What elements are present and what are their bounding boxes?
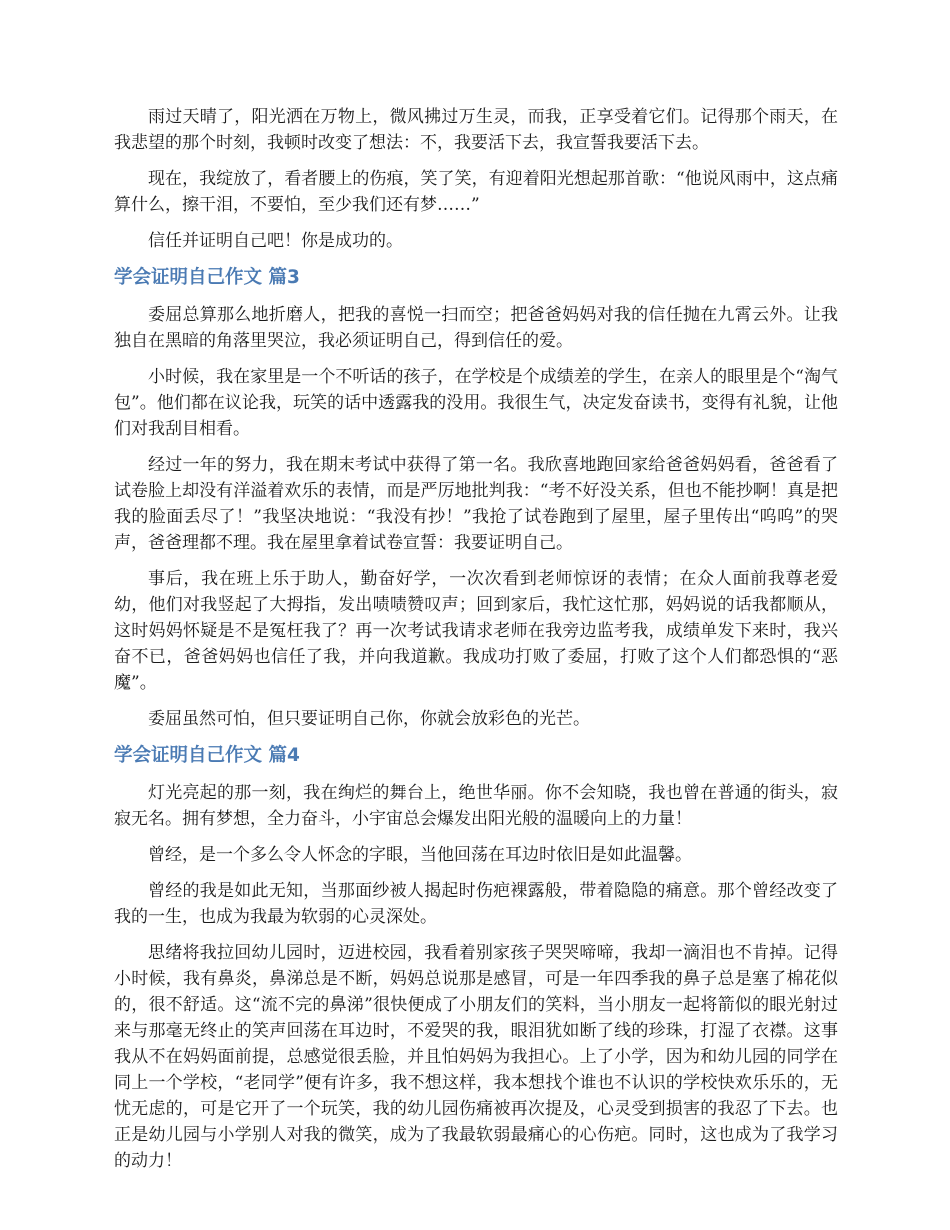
paragraph: 现在，我绽放了，看者腰上的伤痕，笑了笑，有迎着阳光想起那首歌：“他说风雨中，这点痛算什么，擦干泪，不要怕，至少我们还有梦……” [114, 169, 838, 215]
paragraph: 灯光亮起的那一刻，我在绚烂的舞台上，绝世华丽。你不会知晓，我也曾在普通的街头，寂寂无名。拥有梦想，全力奋斗，小宇宙总会爆发出阳光般的温暖向上的力量！ [114, 783, 838, 829]
paragraph: 委屈虽然可怕，但只要证明自己你，你就会放彩色的光芒。 [148, 709, 590, 729]
paragraph: 思绪将我拉回幼儿园时，迈进校园，我看着别家孩子哭哭啼啼，我却一滴泪也不肯掉。记得小时候，我有鼻炎，鼻涕总是不断，妈妈总说那是感冒，可是一年四季我的鼻子总是塞了棉花似的，很不舒适。这“流不完的鼻涕”很快便成了小朋友们的笑料，当小朋友一起将箭似的眼光射过来与那毫无终止的笑声回荡在耳边时，不爱哭的我，眼泪犹如断了线的珍珠，打湿了衣襟。这事我从不在妈妈面前提，总感觉很丢脸，并且怕妈妈为我担心。上了小学，因为和幼儿园的同学在同上一个学校，“老同学”便有许多，我不想这样，我本想找个谁也不认识的学校快欢乐乐的，无忧无虑的，可是它开了一个玩笑，我的幼儿园伤痛被再次提及，心灵受到损害的我忍了下去。也正是幼儿园与小学别人对我的微笑，成为了我最软弱最痛心的心伤疤。同时，这也成为了我学习的动力！ [114, 943, 838, 1171]
section-heading: 学会证明自己作文 篇3 [114, 267, 300, 288]
paragraph: 经过一年的努力，我在期末考试中获得了第一名。我欣喜地跑回家给爸爸妈妈看，爸爸看了试卷脸上却没有洋溢着欢乐的表情，而是严厉地批判我：“考不好没关系，但也不能抄啊！真是把我的脸面丢尽了！”我坚决地说：“我没有抄！”我抢了试卷跑到了屋里，屋子里传出“呜呜”的哭声，爸爸理都不理。我在屋里拿着试卷宣誓：我要证明自己。 [114, 455, 838, 553]
paragraph: 委屈总算那么地折磨人，把我的喜悦一扫而空；把爸爸妈妈对我的信任抛在九霄云外。让我独自在黑暗的角落里哭泣，我必须证明自己，得到信任的爱。 [114, 305, 838, 351]
section-heading: 学会证明自己作文 篇4 [114, 745, 300, 766]
paragraph: 信任并证明自己吧！你是成功的。 [148, 231, 403, 251]
paragraph: 事后，我在班上乐于助人，勤奋好学，一次次看到老师惊讶的表情；在众人面前我尊老爱幼，他们对我竖起了大拇指，发出啧啧赞叹声；回到家后，我忙这忙那，妈妈说的话我都顺从，这时妈妈怀疑是不是冤枉我了？再一次考试我请求老师在我旁边监考我，成绩单发下来时，我兴奋不已，爸爸妈妈也信任了我，并向我道歉。我成功打败了委屈，打败了这个人们都恐惧的“恶魔”。 [114, 569, 838, 693]
paragraph: 雨过天晴了，阳光洒在万物上，微风拂过万生灵，而我，正享受着它们。记得那个雨天，在我悲望的那个时刻，我顿时改变了想法：不，我要活下去，我宣誓我要活下去。 [114, 107, 838, 153]
paragraph: 曾经，是一个多么令人怀念的字眼，当他回荡在耳边时依旧是如此温馨。 [148, 845, 692, 865]
document-page [114, 104, 838, 1184]
paragraph: 小时候，我在家里是一个不听话的孩子，在学校是个成绩差的学生，在亲人的眼里是个“淘气包”。他们都在议论我，玩笑的话中透露我的没用。我很生气，决定发奋读书，变得有礼貌，让他们对我刮目相看。 [114, 367, 838, 439]
paragraph: 曾经的我是如此无知，当那面纱被人揭起时伤疤裸露般，带着隐隐的痛意。那个曾经改变了我的一生，也成为我最为软弱的心灵深处。 [114, 881, 838, 927]
